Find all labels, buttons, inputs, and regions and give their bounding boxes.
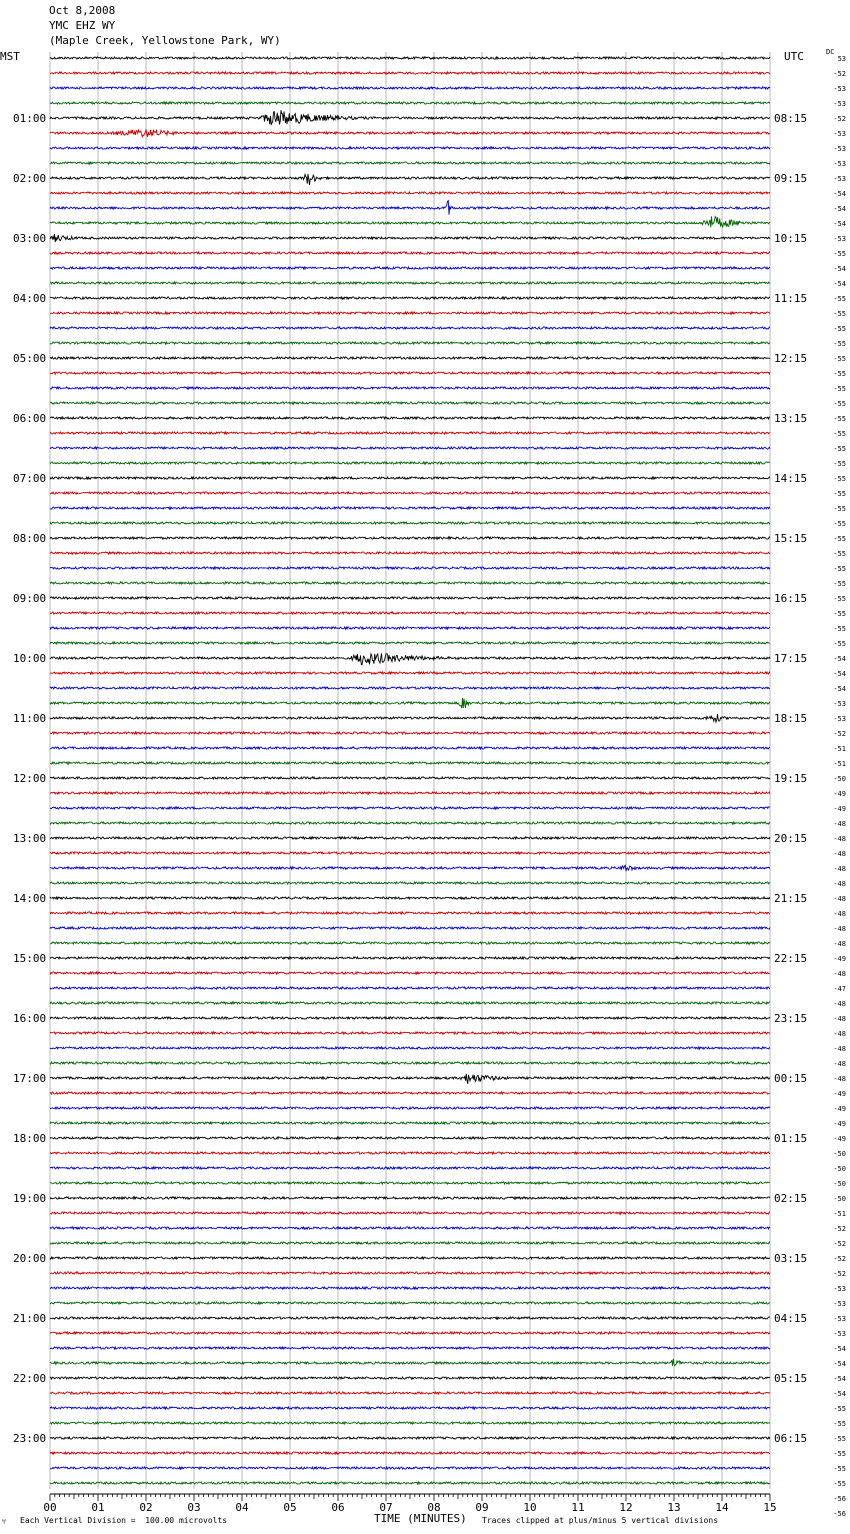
trace-20 [50, 357, 770, 359]
trace-25 [50, 432, 770, 434]
trace-27 [50, 462, 770, 464]
trace-35 [50, 582, 770, 584]
utc-hour-label: 04:15 [774, 1312, 808, 1325]
trace-88 [50, 1377, 770, 1379]
dc-offset-label: -54 [833, 1360, 846, 1368]
mst-hour-label: 21:00 [13, 1312, 47, 1325]
dc-offset-label: -55 [833, 1435, 846, 1443]
dc-offset-label: -54 [833, 1390, 846, 1398]
utc-hour-label: 03:15 [774, 1252, 808, 1265]
trace-95 [50, 1482, 770, 1484]
trace-16 [50, 297, 770, 299]
trace-11 [50, 216, 770, 227]
x-tick-label: 13 [667, 1501, 681, 1514]
dc-offset-label: -55 [833, 385, 846, 393]
x-tick-label: 11 [571, 1501, 585, 1514]
utc-hour-label: 17:15 [774, 652, 808, 665]
trace-70 [50, 1107, 770, 1109]
trace-24 [50, 417, 770, 419]
dc-offset-label: -53 [833, 175, 846, 183]
dc-offset-label: -55 [833, 445, 846, 453]
dc-offset-label: -55 [833, 1420, 846, 1428]
trace-76 [50, 1197, 770, 1199]
mst-hour-label: 08:00 [13, 532, 47, 545]
dc-offset-label: -48 [833, 1015, 846, 1023]
trace-41 [50, 672, 770, 674]
record-date: Oct 8,2008 [49, 4, 116, 17]
trace-39 [50, 642, 770, 644]
trace-61 [50, 972, 770, 974]
dc-offset-label: -55 [833, 1480, 846, 1488]
x-tick-label: 06 [331, 1501, 345, 1514]
trace-28 [50, 477, 770, 479]
dc-offset-label: -49 [833, 1090, 846, 1098]
dc-offset-label: -55 [833, 250, 846, 258]
mst-hour-label: 09:00 [13, 592, 47, 605]
x-tick-label: 07 [379, 1501, 393, 1514]
dc-offset-label: -48 [833, 1000, 846, 1008]
mst-hour-label: 01:00 [13, 112, 47, 125]
utc-hour-label: 20:15 [774, 832, 808, 845]
mst-hour-label: 20:00 [13, 1252, 47, 1265]
trace-54 [50, 865, 770, 871]
dc-offset-label: -48 [833, 820, 846, 828]
mst-hour-label: 22:00 [13, 1372, 47, 1385]
mst-hour-label: 05:00 [13, 352, 47, 365]
vertical-division-note: Each Vertical Division = 100.00 microvolts [20, 1516, 228, 1525]
dc-offset-label: -53 [833, 130, 846, 138]
dc-offset-label: -55 [833, 520, 846, 528]
trace-67 [50, 1062, 770, 1064]
mst-hour-label: 10:00 [13, 652, 47, 665]
utc-hour-label: 16:15 [774, 592, 808, 605]
trace-86 [50, 1347, 770, 1349]
dc-offset-label: -49 [833, 955, 846, 963]
trace-59 [50, 942, 770, 944]
trace-14 [50, 267, 770, 269]
trace-79 [50, 1242, 770, 1244]
dc-offset-labels [833, 55, 846, 1518]
trace-83 [50, 1302, 770, 1304]
mst-hour-label: 02:00 [13, 172, 47, 185]
dc-offset-label: -48 [833, 835, 846, 843]
dc-offset-label: -54 [833, 220, 846, 228]
dc-offset-label: -54 [833, 685, 846, 693]
trace-33 [50, 552, 770, 554]
utc-hour-label: 21:15 [774, 892, 808, 905]
dc-offset-label: -53 [833, 700, 846, 708]
trace-90 [50, 1407, 770, 1409]
trace-13 [50, 252, 770, 254]
mst-hour-label: 07:00 [13, 472, 47, 485]
x-axis-title: TIME (MINUTES) [374, 1512, 467, 1525]
trace-21 [50, 372, 770, 374]
dc-offset-label: -55 [833, 340, 846, 348]
trace-44 [50, 714, 770, 722]
trace-5 [50, 129, 770, 137]
station-location: (Maple Creek, Yellowstone Park, WY) [49, 34, 281, 47]
dc-offset-label: -55 [833, 310, 846, 318]
dc-offset-label: -50 [833, 1195, 846, 1203]
trace-42 [50, 687, 770, 689]
dc-offset-label: -49 [833, 1120, 846, 1128]
utc-hour-label: 18:15 [774, 712, 808, 725]
trace-73 [50, 1152, 770, 1154]
trace-74 [50, 1167, 770, 1169]
dc-offset-label: -55 [833, 1465, 846, 1473]
utc-hour-label: 10:15 [774, 232, 808, 245]
trace-58 [50, 927, 770, 929]
dc-offset-label: -52 [833, 1225, 846, 1233]
dc-offset-label: -55 [833, 355, 846, 363]
clipping-note: Traces clipped at plus/minus 5 vertical divisions [482, 1516, 719, 1525]
trace-19 [50, 342, 770, 344]
dc-offset-label: -52 [833, 115, 846, 123]
x-tick-label: 09 [475, 1501, 489, 1514]
utc-hour-label: 06:15 [774, 1432, 808, 1445]
dc-offset-label: -55 [833, 1405, 846, 1413]
trace-91 [50, 1422, 770, 1424]
x-tick-label: 01 [91, 1501, 105, 1514]
trace-69 [50, 1092, 770, 1094]
trace-48 [50, 777, 770, 779]
dc-offset-label: -49 [833, 1135, 846, 1143]
trace-38 [50, 627, 770, 629]
trace-40 [50, 653, 770, 665]
dc-offset-label: -50 [833, 775, 846, 783]
dc-offset-label: -51 [833, 745, 846, 753]
dc-offset-label: -55 [833, 550, 846, 558]
dc-offset-label: -48 [833, 1060, 846, 1068]
utc-hour-label: 22:15 [774, 952, 808, 965]
trace-10 [50, 201, 770, 215]
dc-offset-label: -55 [833, 370, 846, 378]
dc-offset-label: -54 [833, 205, 846, 213]
dc-offset-label: -55 [833, 325, 846, 333]
trace-2 [50, 87, 770, 89]
dc-offset-label: -47 [833, 985, 846, 993]
dc-offset-header: DC [826, 48, 835, 56]
dc-offset-label: -48 [833, 1075, 846, 1083]
trace-92 [50, 1437, 770, 1439]
dc-offset-label: -49 [833, 805, 846, 813]
x-tick-label: 15 [763, 1501, 777, 1514]
trace-81 [50, 1272, 770, 1274]
dc-offset-label: -51 [833, 760, 846, 768]
mst-hour-label: 04:00 [13, 292, 47, 305]
dc-offset-label: -55 [833, 1450, 846, 1458]
seismic-traces [50, 57, 770, 1484]
mst-hour-label: 16:00 [13, 1012, 47, 1025]
dc-offset-label: 53 [837, 55, 846, 63]
trace-47 [50, 762, 770, 764]
trace-6 [50, 147, 770, 149]
trace-4 [50, 110, 770, 124]
station-code: YMC EHZ WY [49, 19, 116, 32]
dc-offset-label: -56 [833, 1510, 846, 1518]
utc-hour-label: 14:15 [774, 472, 808, 485]
x-tick-label: 02 [139, 1501, 153, 1514]
dc-offset-label: -53 [833, 100, 846, 108]
trace-75 [50, 1182, 770, 1184]
dc-offset-label: -55 [833, 400, 846, 408]
trace-87 [50, 1359, 770, 1366]
trace-9 [50, 192, 770, 194]
trace-15 [50, 282, 770, 284]
mst-hour-label: 11:00 [13, 712, 47, 725]
utc-hour-label: 19:15 [774, 772, 808, 785]
trace-64 [50, 1017, 770, 1019]
trace-50 [50, 807, 770, 809]
trace-22 [50, 387, 770, 389]
dc-offset-label: -48 [833, 865, 846, 873]
utc-hour-label: 00:15 [774, 1072, 808, 1085]
trace-45 [50, 732, 770, 734]
dc-offset-label: -48 [833, 925, 846, 933]
trace-36 [50, 597, 770, 599]
mst-hour-label: 17:00 [13, 1072, 47, 1085]
mst-hour-label: 15:00 [13, 952, 47, 965]
dc-offset-label: -55 [833, 415, 846, 423]
trace-29 [50, 492, 770, 494]
dc-offset-label: -52 [833, 1270, 846, 1278]
utc-hour-label: 02:15 [774, 1192, 808, 1205]
mst-hour-label: 18:00 [13, 1132, 47, 1145]
dc-offset-label: -52 [833, 1255, 846, 1263]
trace-12 [50, 234, 770, 242]
dc-offset-label: -52 [833, 1240, 846, 1248]
mst-hour-label: 14:00 [13, 892, 47, 905]
dc-offset-label: -55 [833, 295, 846, 303]
trace-26 [50, 447, 770, 449]
utc-hour-label: 12:15 [774, 352, 808, 365]
dc-offset-label: -55 [833, 580, 846, 588]
x-tick-label: 03 [187, 1501, 201, 1514]
trace-71 [50, 1122, 770, 1124]
dc-offset-label: -54 [833, 190, 846, 198]
dc-offset-label: -55 [833, 460, 846, 468]
dc-offset-label: -54 [833, 280, 846, 288]
trace-37 [50, 612, 770, 614]
utc-hour-label: 23:15 [774, 1012, 808, 1025]
trace-53 [50, 852, 770, 854]
trace-32 [50, 537, 770, 539]
x-tick-label: 10 [523, 1501, 537, 1514]
trace-7 [50, 162, 770, 164]
trace-66 [50, 1047, 770, 1049]
dc-offset-label: -55 [833, 490, 846, 498]
dc-offset-label: -48 [833, 1030, 846, 1038]
dc-offset-label: -53 [833, 1330, 846, 1338]
mst-hour-label: 13:00 [13, 832, 47, 845]
footer-mark-icon: ♈ [2, 1518, 7, 1526]
dc-offset-label: -55 [833, 625, 846, 633]
trace-18 [50, 327, 770, 329]
x-tick-label: 05 [283, 1501, 297, 1514]
dc-offset-label: -53 [833, 145, 846, 153]
trace-56 [50, 897, 770, 899]
dc-offset-label: -55 [833, 475, 846, 483]
trace-0 [50, 57, 770, 59]
dc-offset-label: -53 [833, 1285, 846, 1293]
trace-68 [50, 1074, 770, 1084]
trace-80 [50, 1257, 770, 1259]
dc-offset-label: -48 [833, 1045, 846, 1053]
dc-offset-label: -48 [833, 970, 846, 978]
dc-offset-label: -56 [833, 1495, 846, 1503]
dc-offset-label: -55 [833, 595, 846, 603]
trace-57 [50, 912, 770, 914]
utc-hour-label: 15:15 [774, 532, 808, 545]
trace-65 [50, 1032, 770, 1034]
dc-offset-label: -54 [833, 265, 846, 273]
trace-78 [50, 1227, 770, 1229]
dc-offset-label: -53 [833, 715, 846, 723]
trace-72 [50, 1137, 770, 1139]
trace-17 [50, 312, 770, 314]
trace-43 [50, 698, 770, 708]
trace-51 [50, 822, 770, 824]
dc-offset-label: -53 [833, 160, 846, 168]
dc-offset-label: -54 [833, 655, 846, 663]
x-tick-label: 14 [715, 1501, 729, 1514]
trace-77 [50, 1212, 770, 1214]
mst-hour-label: 06:00 [13, 412, 47, 425]
trace-3 [50, 102, 770, 104]
utc-hour-label: 13:15 [774, 412, 808, 425]
trace-8 [50, 174, 770, 185]
dc-offset-label: -53 [833, 235, 846, 243]
dc-offset-label: -48 [833, 880, 846, 888]
dc-offset-label: -54 [833, 1375, 846, 1383]
trace-34 [50, 567, 770, 569]
dc-offset-label: -54 [833, 670, 846, 678]
mst-hour-label: 19:00 [13, 1192, 47, 1205]
dc-offset-label: -48 [833, 895, 846, 903]
trace-23 [50, 402, 770, 404]
dc-offset-label: -51 [833, 1210, 846, 1218]
trace-31 [50, 522, 770, 524]
dc-offset-label: -49 [833, 1105, 846, 1113]
left-timezone-label: MST [0, 50, 20, 63]
trace-85 [50, 1332, 770, 1334]
mst-hour-label: 23:00 [13, 1432, 47, 1445]
dc-offset-label: -48 [833, 940, 846, 948]
dc-offset-label: -53 [833, 85, 846, 93]
dc-offset-label: -55 [833, 565, 846, 573]
trace-60 [50, 957, 770, 959]
trace-89 [50, 1392, 770, 1394]
dc-offset-label: -55 [833, 535, 846, 543]
trace-94 [50, 1467, 770, 1469]
trace-30 [50, 507, 770, 509]
trace-49 [50, 792, 770, 794]
dc-offset-label: -54 [833, 1345, 846, 1353]
x-tick-label: 00 [43, 1501, 57, 1514]
trace-52 [50, 837, 770, 839]
right-timezone-label: UTC [784, 50, 804, 63]
dc-offset-label: -48 [833, 850, 846, 858]
x-tick-label: 04 [235, 1501, 249, 1514]
dc-offset-label: -53 [833, 1315, 846, 1323]
utc-hour-label: 01:15 [774, 1132, 808, 1145]
dc-offset-label: -52 [833, 70, 846, 78]
dc-offset-label: -50 [833, 1180, 846, 1188]
time-axis [43, 1494, 776, 1514]
trace-55 [50, 882, 770, 884]
mst-hour-label: 03:00 [13, 232, 47, 245]
trace-62 [50, 987, 770, 989]
trace-84 [50, 1317, 770, 1319]
trace-46 [50, 747, 770, 749]
dc-offset-label: -49 [833, 790, 846, 798]
dc-offset-label: -55 [833, 610, 846, 618]
utc-hour-labels [774, 112, 807, 1445]
x-tick-label: 08 [427, 1501, 441, 1514]
dc-offset-label: -50 [833, 1150, 846, 1158]
dc-offset-label: -55 [833, 505, 846, 513]
utc-hour-label: 08:15 [774, 112, 808, 125]
dc-offset-label: -52 [833, 730, 846, 738]
dc-offset-label: -55 [833, 430, 846, 438]
utc-hour-label: 05:15 [774, 1372, 808, 1385]
trace-82 [50, 1287, 770, 1289]
trace-1 [50, 72, 770, 74]
trace-93 [50, 1452, 770, 1454]
dc-offset-label: -48 [833, 910, 846, 918]
dc-offset-label: -50 [833, 1165, 846, 1173]
mst-hour-label: 12:00 [13, 772, 47, 785]
mst-hour-labels [13, 112, 46, 1445]
x-tick-label: 12 [619, 1501, 633, 1514]
utc-hour-label: 11:15 [774, 292, 808, 305]
dc-offset-label: -53 [833, 1300, 846, 1308]
dc-offset-label: -55 [833, 640, 846, 648]
utc-hour-label: 09:15 [774, 172, 808, 185]
trace-63 [50, 1002, 770, 1004]
